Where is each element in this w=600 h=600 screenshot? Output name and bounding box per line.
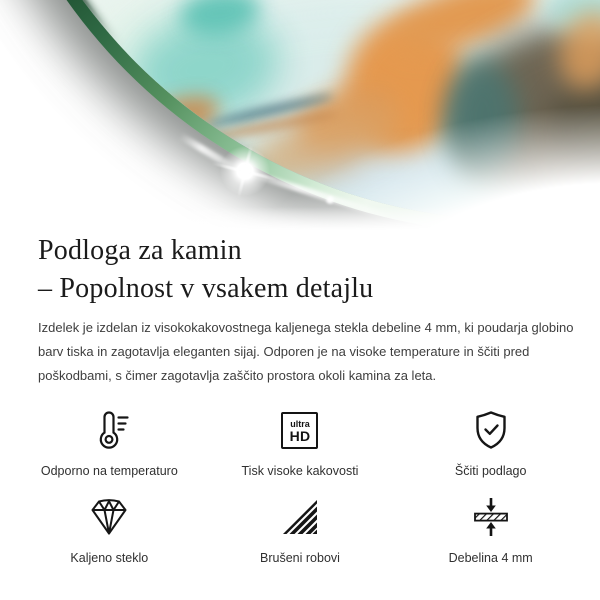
compressed-thickness-icon <box>469 493 513 539</box>
product-description: Izdelek je izdelan iz visokokakovostnega kaljenega stekla debeline 4 mm, ki poudarja globino barv tiska in zagotavlja eleganten sijaj. Odporen je na visoke temperature in ščiti pred poškodbami, s čimer zagotavlja zaščito prostora okoli kamina za leta. <box>38 320 574 383</box>
feature-label: Ščiti podlago <box>454 464 527 478</box>
feature-temperature <box>14 406 205 479</box>
page-title-line1: Podloga za kamin <box>38 235 242 266</box>
feature-thickness <box>395 493 586 566</box>
page-title-line2: – Popolnost v vsakem detajlu <box>38 273 374 304</box>
feature-label: Tisk visoke kakovosti <box>241 464 359 478</box>
ultra-hd-text-top: ultra <box>290 418 310 429</box>
page-title <box>38 232 600 308</box>
diamond-icon <box>87 493 131 539</box>
feature-label: Kaljeno steklo <box>70 551 149 565</box>
edge-glint <box>325 195 335 205</box>
shield-check-icon <box>469 406 513 452</box>
beveled-edges-icon <box>278 493 322 539</box>
ultra-hd-text-bottom: HD <box>289 427 311 444</box>
product-image <box>0 0 600 230</box>
ultra-hd-icon <box>281 406 318 452</box>
feature-list <box>14 406 586 566</box>
thermometer-icon <box>87 406 131 452</box>
feature-polished-edges <box>205 493 396 566</box>
feature-label: Odporno na temperaturo <box>40 464 178 478</box>
feature-label: Brušeni robovi <box>260 551 340 565</box>
feature-label: Debelina 4 mm <box>448 551 533 565</box>
feature-protection <box>395 406 586 479</box>
feature-print-quality <box>205 406 396 479</box>
feature-tempered-glass <box>14 493 205 566</box>
